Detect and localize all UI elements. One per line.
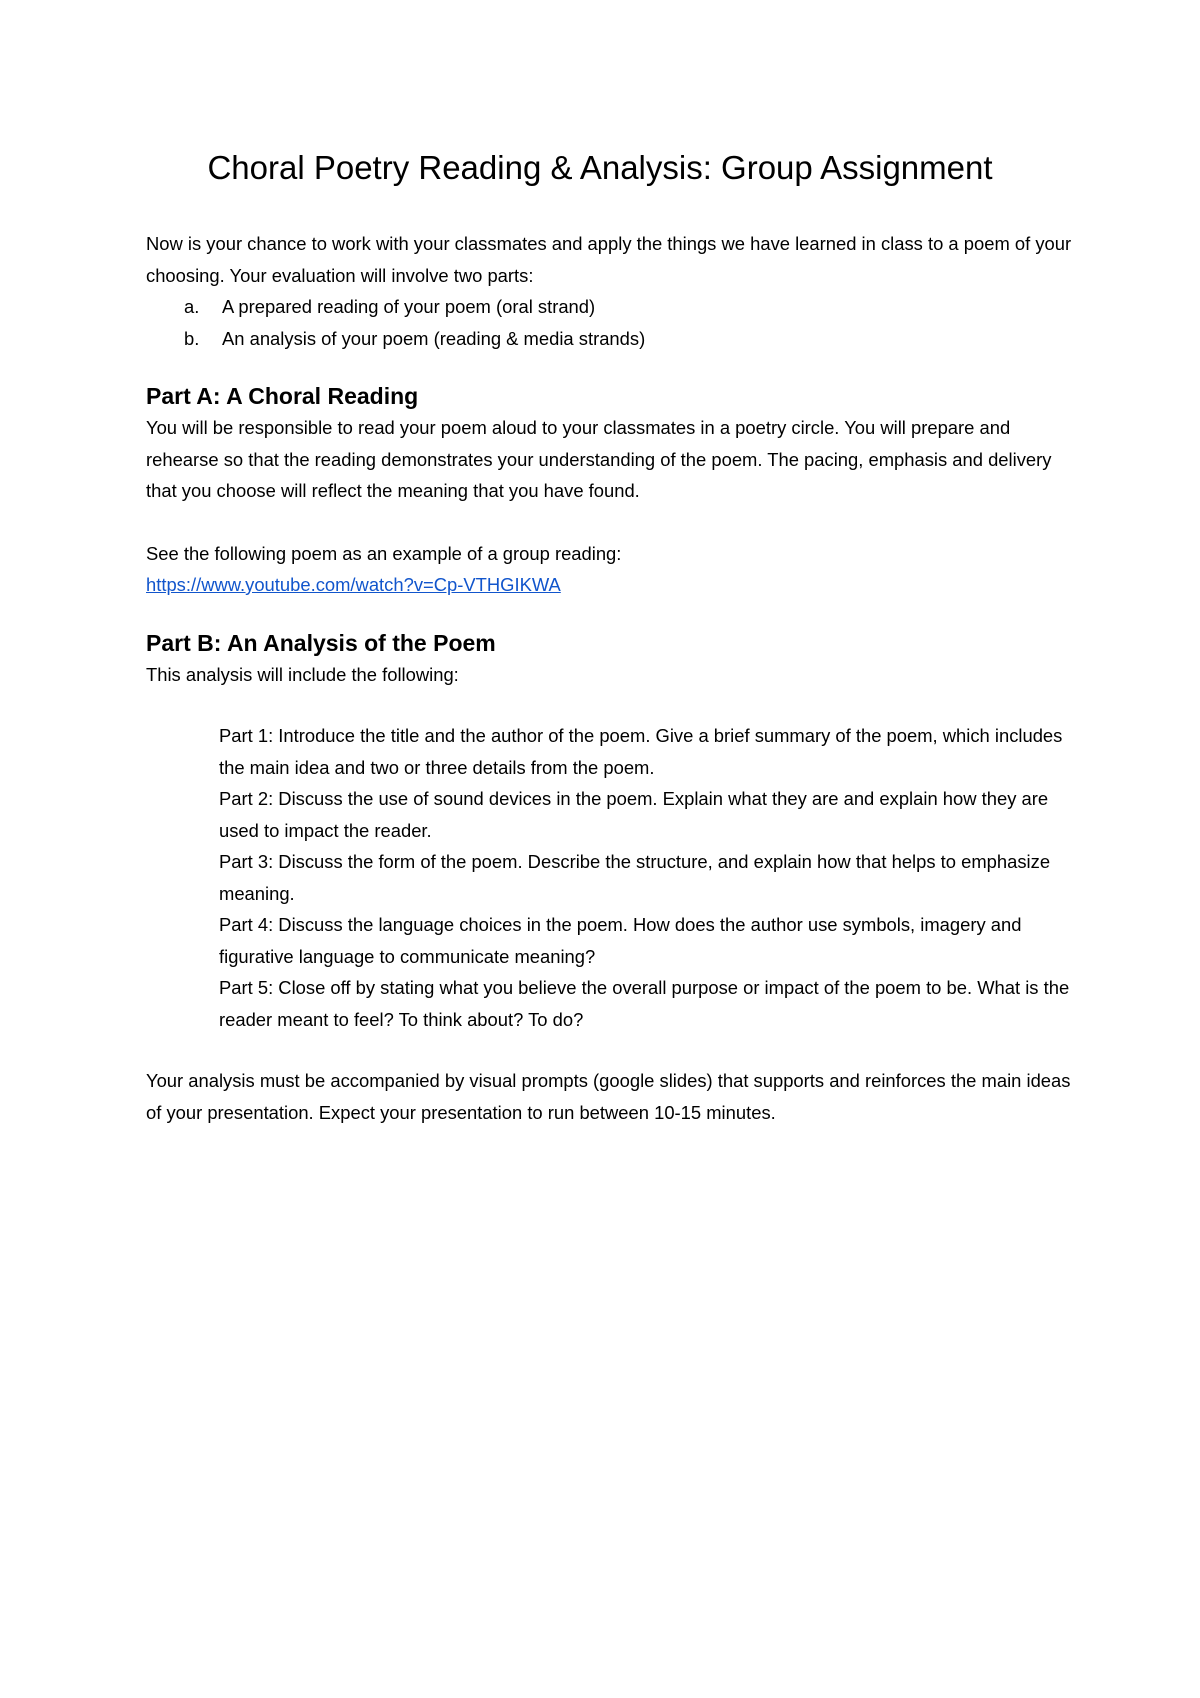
list-item-text: A prepared reading of your poem (oral strand) xyxy=(222,296,596,317)
part-b-intro: This analysis will include the following: xyxy=(146,663,459,685)
part-b-heading: Part B: An Analysis of the Poem xyxy=(146,629,496,656)
spacer xyxy=(146,690,1076,720)
evaluation-parts-list xyxy=(146,291,1076,354)
document-body xyxy=(146,228,1076,1128)
analysis-part-4: Part 4: Discuss the language choices in the poem. How does the author use symbols, imagery and figurative language to communicate meaning? xyxy=(219,914,1022,967)
example-video-link[interactable]: https://www.youtube.com/watch?v=Cp-VTHGIKWA xyxy=(146,574,561,595)
list-item-text: An analysis of your poem (reading & media strands) xyxy=(222,327,646,349)
spacer xyxy=(146,1035,1076,1065)
document-title: Choral Poetry Reading & Analysis: Group Assignment xyxy=(207,149,993,186)
analysis-part-2: Part 2: Discuss the use of sound devices in the poem. Explain what they are and explain how they are used to impact the reader. xyxy=(219,788,1049,841)
example-intro: See the following poem as an example of a group reading: xyxy=(146,542,622,564)
list-marker: a. xyxy=(184,296,200,317)
part-a-body: You will be responsible to read your poem aloud to your classmates in a poetry circle. You will prepare and rehearse so that the reading demonstrates your understanding of the poem. The pacing, emphasis and delivery that you choose will reflect the meaning that you have found. xyxy=(146,417,1052,501)
analysis-parts xyxy=(146,720,1076,1035)
intro-paragraph: Now is your chance to work with your classmates and apply the things we have learned in class to a poem of your choosing. Your evaluation will involve two parts: xyxy=(146,233,1072,286)
spacer xyxy=(146,507,1076,538)
closing-paragraph: Your analysis must be accompanied by visual prompts (google slides) that supports and reinforces the main ideas of your presentation. Expect your presentation to run between 10-15 minutes. xyxy=(146,1070,1071,1123)
analysis-part-5: Part 5: Close off by stating what you believe the overall purpose or impact of the poem to be. What is the reader meant to feel? To think about? To do? xyxy=(219,977,1070,1030)
list-marker: b. xyxy=(184,327,200,349)
analysis-part-3: Part 3: Discuss the form of the poem. Describe the structure, and explain how that helps to emphasize meaning. xyxy=(219,851,1051,904)
spacer xyxy=(146,601,1076,627)
part-a-heading: Part A: A Choral Reading xyxy=(146,383,419,409)
spacer xyxy=(146,354,1076,380)
list-item xyxy=(146,291,1076,323)
list-item xyxy=(146,323,1076,355)
analysis-part-1: Part 1: Introduce the title and the author of the poem. Give a brief summary of the poem, which includes the main idea and two or three details from the poem. xyxy=(219,725,1063,778)
